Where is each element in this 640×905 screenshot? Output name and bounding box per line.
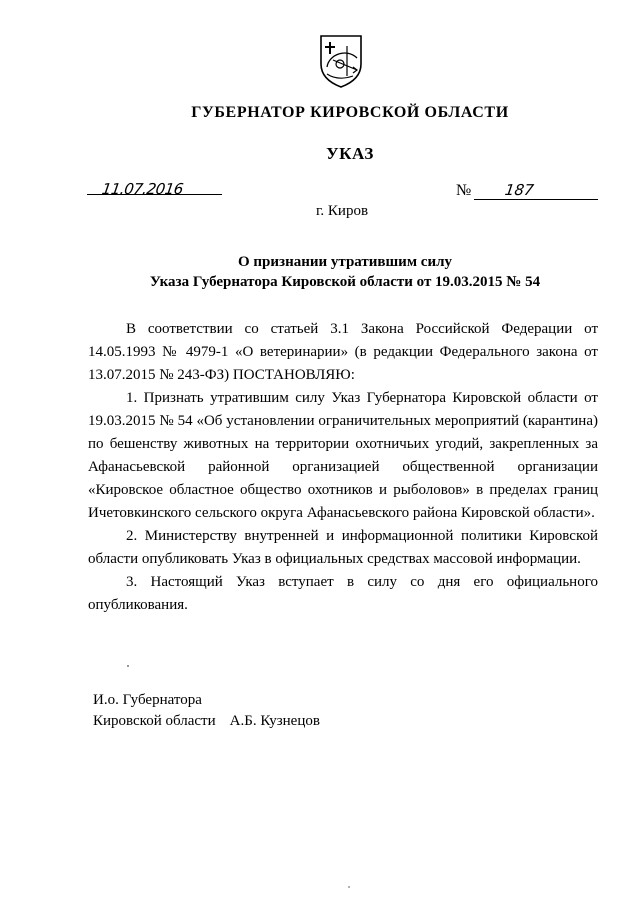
coat-of-arms-icon — [319, 34, 363, 88]
scan-dot-bottom — [348, 886, 350, 888]
title-line-2: Указа Губернатора Кировской области от 19.03.2015 № 54 — [149, 274, 541, 290]
document-body — [88, 318, 598, 617]
number-underline — [474, 199, 598, 200]
signatory-position-line-1: И.о. Губернатора — [93, 692, 202, 708]
document-type: УКАЗ — [326, 144, 374, 163]
clause-3: 3. Настоящий Указ вступает в силу со дня его официального опубликования. — [88, 574, 598, 613]
document-city: г. Киров — [315, 203, 369, 219]
scan-dot — [127, 665, 129, 667]
date-underline — [87, 194, 222, 195]
signature-row — [93, 711, 320, 732]
signatory-position-line-2: Кировской области — [93, 713, 216, 729]
document-title — [110, 252, 580, 292]
clause-2: 2. Министерству внутренней и информационной политики Кировской области опубликовать Указ в официальных средствах массовой информации. — [88, 528, 598, 567]
preamble-paragraph: В соответствии со статьей 3.1 Закона Российской Федерации от 14.05.1993 № 4979-1 «О ветеринарии» (в редакции Федерального закона от 13.07.2015 № 243-ФЗ) ПОСТАНОВЛЯЮ: — [88, 321, 598, 383]
title-line-1: О признании утратившим силу — [238, 254, 452, 270]
clause-1: 1. Признать утратившим силу Указ Губернатора Кировской области от 19.03.2015 № 54 «Об установлении ограничительных мероприятий (карантина) по бешенству животных на территории охотничьих угодий, закрепленных за Афанасьевской районной организацией общественной организации «Кировское областное общество охотников и рыболовов» в пределах границ Ичетовкинского сельского округа Афанасьевского района Кировской области». — [88, 390, 598, 521]
issuing-authority: ГУБЕРНАТОР КИРОВСКОЙ ОБЛАСТИ — [191, 104, 509, 121]
number-sign: № — [456, 182, 472, 199]
signatory-name: А.Б. Кузнецов — [229, 713, 320, 729]
document-date: 11.07.2016 — [100, 180, 185, 198]
document-number: 187 — [503, 181, 535, 199]
